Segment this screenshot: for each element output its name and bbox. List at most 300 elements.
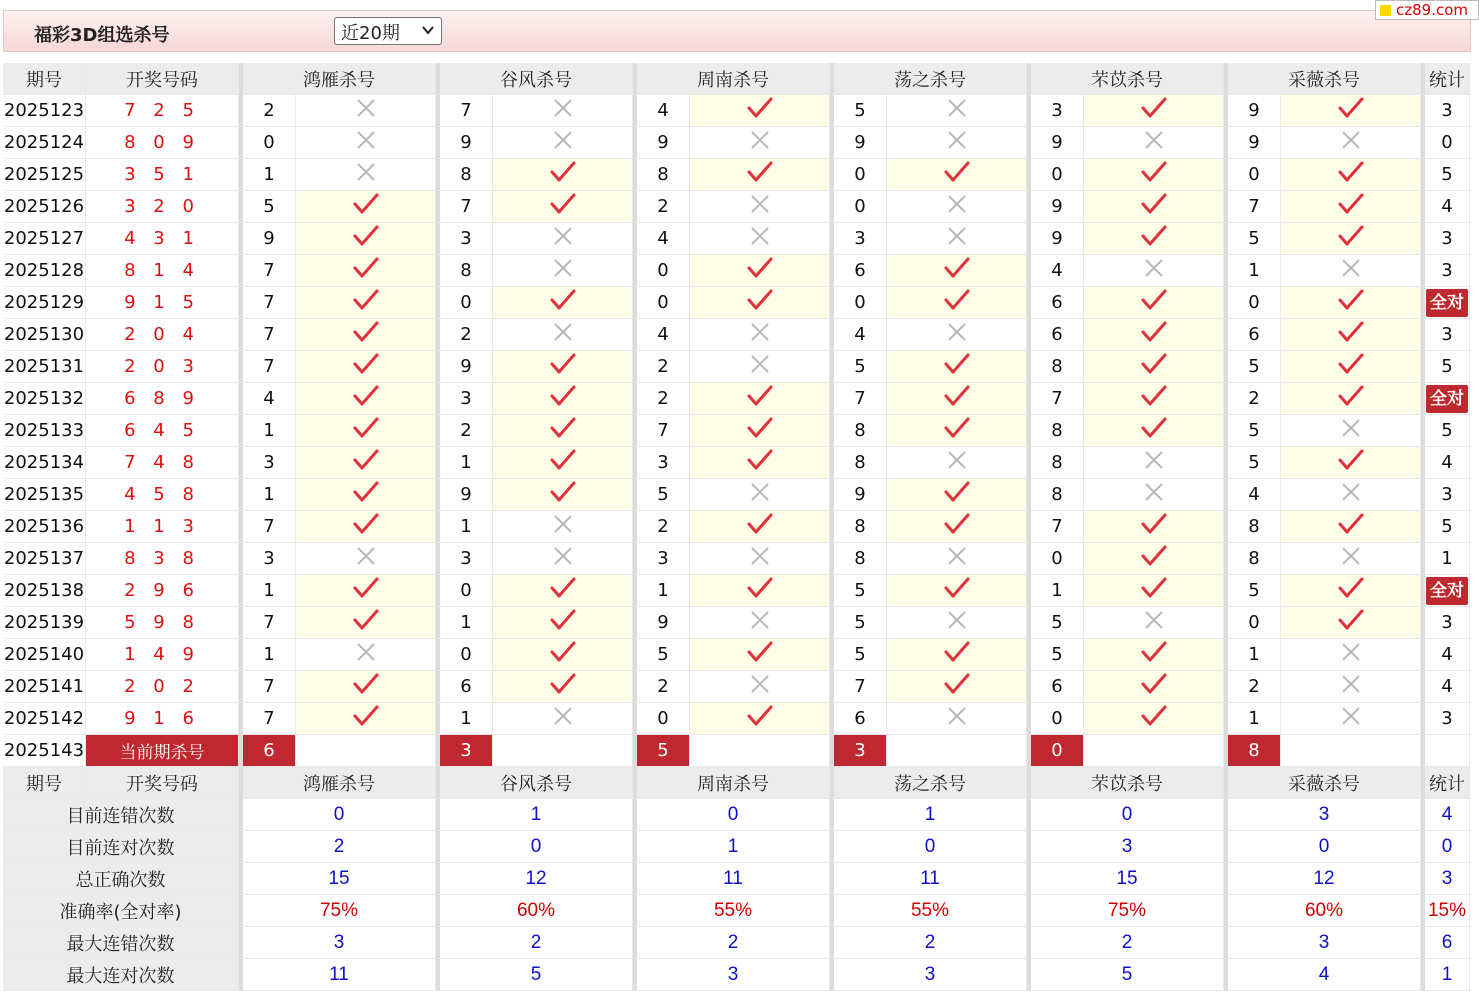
col-expert-1: 谷风杀号 bbox=[436, 767, 633, 799]
kill-number-cell: 1 bbox=[436, 511, 493, 543]
cross-icon bbox=[947, 130, 967, 155]
kill-number-table bbox=[3, 63, 1470, 991]
draw-number-cell: 7 2 5 bbox=[86, 95, 239, 127]
check-icon bbox=[944, 289, 970, 316]
result-cell bbox=[887, 319, 1027, 351]
cross-icon bbox=[1144, 130, 1164, 155]
result-cell bbox=[1281, 159, 1421, 191]
kill-number-cell: 3 bbox=[830, 223, 887, 255]
summary-value: 0 bbox=[239, 799, 436, 831]
period-cell: 2025142 bbox=[3, 703, 86, 735]
kill-number-cell: 8 bbox=[436, 255, 493, 287]
result-cell bbox=[1281, 543, 1421, 575]
table-row bbox=[3, 447, 1470, 479]
summary-label: 目前连对次数 bbox=[3, 831, 239, 863]
check-icon bbox=[747, 417, 773, 444]
period-cell: 2025140 bbox=[3, 639, 86, 671]
result-cell bbox=[493, 575, 633, 607]
kill-number-cell: 1 bbox=[239, 415, 296, 447]
result-cell bbox=[1084, 511, 1224, 543]
col-expert-5: 采薇杀号 bbox=[1224, 767, 1421, 799]
kill-number-cell: 9 bbox=[1027, 127, 1084, 159]
summary-value: 12 bbox=[436, 863, 633, 895]
current-period-cell: 2025143 bbox=[3, 735, 86, 767]
cross-icon bbox=[947, 98, 967, 123]
stat-cell bbox=[1421, 287, 1470, 319]
check-icon bbox=[1338, 353, 1364, 380]
kill-number-cell: 8 bbox=[633, 159, 690, 191]
check-icon bbox=[944, 673, 970, 700]
cross-icon bbox=[947, 706, 967, 731]
cross-icon bbox=[750, 546, 770, 571]
kill-number-cell: 7 bbox=[830, 383, 887, 415]
cross-icon bbox=[356, 130, 376, 155]
kill-number-cell: 1 bbox=[436, 607, 493, 639]
summary-value: 3 bbox=[239, 927, 436, 959]
check-icon bbox=[550, 641, 576, 668]
stat-cell: 4 bbox=[1421, 671, 1470, 703]
cross-icon bbox=[356, 546, 376, 571]
summary-stat-value: 4 bbox=[1421, 799, 1470, 831]
header-row bbox=[3, 63, 1470, 95]
cross-icon bbox=[356, 162, 376, 187]
cross-icon bbox=[1144, 450, 1164, 475]
check-icon bbox=[550, 385, 576, 412]
summary-value: 0 bbox=[1224, 831, 1421, 863]
check-icon bbox=[550, 193, 576, 220]
draw-number-cell: 4 5 8 bbox=[86, 479, 239, 511]
check-icon bbox=[353, 289, 379, 316]
period-cell: 2025141 bbox=[3, 671, 86, 703]
kill-number-cell: 7 bbox=[1027, 383, 1084, 415]
kill-number-cell: 3 bbox=[633, 447, 690, 479]
result-cell bbox=[296, 223, 436, 255]
check-icon bbox=[1338, 513, 1364, 540]
result-cell bbox=[493, 95, 633, 127]
kill-number-cell: 4 bbox=[830, 319, 887, 351]
result-cell bbox=[296, 447, 436, 479]
result-cell bbox=[1281, 639, 1421, 671]
result-cell bbox=[296, 639, 436, 671]
kill-number-cell: 0 bbox=[1027, 159, 1084, 191]
result-cell bbox=[493, 639, 633, 671]
result-cell bbox=[690, 223, 830, 255]
draw-number-cell: 2 9 6 bbox=[86, 575, 239, 607]
result-cell bbox=[887, 127, 1027, 159]
result-cell bbox=[493, 351, 633, 383]
result-cell bbox=[690, 639, 830, 671]
period-cell: 2025137 bbox=[3, 543, 86, 575]
all-correct-badge: 全对 bbox=[1426, 289, 1468, 317]
check-icon bbox=[550, 577, 576, 604]
stat-cell: 4 bbox=[1421, 447, 1470, 479]
kill-number-cell: 4 bbox=[633, 223, 690, 255]
result-cell bbox=[690, 255, 830, 287]
check-icon bbox=[353, 705, 379, 732]
summary-value: 60% bbox=[436, 895, 633, 927]
result-cell bbox=[690, 383, 830, 415]
kill-number-cell: 2 bbox=[436, 415, 493, 447]
table-row bbox=[3, 319, 1470, 351]
current-kill-number: 0 bbox=[1027, 735, 1084, 767]
check-icon bbox=[944, 161, 970, 188]
period-cell: 2025129 bbox=[3, 287, 86, 319]
brand-logo-icon bbox=[1380, 5, 1391, 16]
kill-number-cell: 8 bbox=[830, 511, 887, 543]
result-cell bbox=[690, 351, 830, 383]
col-expert-2: 周南杀号 bbox=[633, 767, 830, 799]
kill-number-cell: 0 bbox=[436, 639, 493, 671]
stat-cell: 1 bbox=[1421, 543, 1470, 575]
check-icon bbox=[1141, 417, 1167, 444]
draw-number-cell: 9 1 5 bbox=[86, 287, 239, 319]
kill-number-cell: 8 bbox=[1027, 415, 1084, 447]
cross-icon bbox=[947, 546, 967, 571]
result-cell bbox=[1084, 479, 1224, 511]
draw-number-cell: 6 4 5 bbox=[86, 415, 239, 447]
summary-value: 12 bbox=[1224, 863, 1421, 895]
result-cell bbox=[1281, 351, 1421, 383]
result-cell bbox=[1084, 255, 1224, 287]
check-icon bbox=[1338, 193, 1364, 220]
col-expert-1: 谷风杀号 bbox=[436, 63, 633, 95]
result-cell bbox=[690, 671, 830, 703]
kill-number-cell: 1 bbox=[1224, 255, 1281, 287]
check-icon bbox=[1338, 97, 1364, 124]
cross-icon bbox=[750, 354, 770, 379]
summary-value: 55% bbox=[633, 895, 830, 927]
summary-value: 2 bbox=[633, 927, 830, 959]
period-cell: 2025134 bbox=[3, 447, 86, 479]
current-kill-number: 3 bbox=[830, 735, 887, 767]
result-cell bbox=[690, 447, 830, 479]
summary-value: 15 bbox=[239, 863, 436, 895]
period-select[interactable] bbox=[334, 17, 442, 45]
result-cell bbox=[887, 191, 1027, 223]
result-cell bbox=[1084, 95, 1224, 127]
cross-icon bbox=[1341, 546, 1361, 571]
cross-icon bbox=[553, 514, 573, 539]
cross-icon bbox=[947, 450, 967, 475]
check-icon bbox=[353, 257, 379, 284]
result-cell bbox=[1084, 671, 1224, 703]
kill-number-cell: 5 bbox=[239, 191, 296, 223]
current-kill-label: 当前期杀号 bbox=[86, 735, 239, 767]
cross-icon bbox=[553, 258, 573, 283]
check-icon bbox=[353, 513, 379, 540]
check-icon bbox=[747, 705, 773, 732]
all-correct-badge: 全对 bbox=[1426, 577, 1468, 605]
cross-icon bbox=[947, 226, 967, 251]
kill-number-cell: 7 bbox=[239, 703, 296, 735]
summary-stat-value: 15% bbox=[1421, 895, 1470, 927]
stat-cell: 3 bbox=[1421, 223, 1470, 255]
check-icon bbox=[1338, 289, 1364, 316]
current-period-row bbox=[3, 735, 1470, 767]
draw-number-cell: 5 9 8 bbox=[86, 607, 239, 639]
summary-value: 5 bbox=[1027, 959, 1224, 991]
check-icon bbox=[353, 193, 379, 220]
kill-number-cell: 9 bbox=[239, 223, 296, 255]
current-kill-number: 5 bbox=[633, 735, 690, 767]
kill-number-cell: 7 bbox=[1027, 511, 1084, 543]
draw-number-cell: 2 0 2 bbox=[86, 671, 239, 703]
check-icon bbox=[1141, 705, 1167, 732]
current-result-cell bbox=[1281, 735, 1421, 767]
table-row bbox=[3, 255, 1470, 287]
result-cell bbox=[1281, 191, 1421, 223]
check-icon bbox=[1141, 545, 1167, 572]
summary-header-row bbox=[3, 767, 1470, 799]
kill-number-cell: 5 bbox=[1224, 351, 1281, 383]
cross-icon bbox=[750, 482, 770, 507]
kill-number-cell: 4 bbox=[633, 319, 690, 351]
check-icon bbox=[550, 161, 576, 188]
summary-row bbox=[3, 959, 1470, 991]
kill-number-cell: 0 bbox=[1224, 287, 1281, 319]
period-cell: 2025127 bbox=[3, 223, 86, 255]
summary-value: 15 bbox=[1027, 863, 1224, 895]
col-period: 期号 bbox=[3, 767, 86, 799]
result-cell bbox=[690, 159, 830, 191]
table-row bbox=[3, 511, 1470, 543]
result-cell bbox=[296, 703, 436, 735]
check-icon bbox=[747, 385, 773, 412]
result-cell bbox=[1281, 287, 1421, 319]
kill-number-cell: 8 bbox=[830, 415, 887, 447]
check-icon bbox=[1338, 225, 1364, 252]
kill-number-cell: 7 bbox=[633, 415, 690, 447]
result-cell bbox=[296, 159, 436, 191]
kill-number-cell: 6 bbox=[1027, 319, 1084, 351]
check-icon bbox=[353, 417, 379, 444]
summary-row bbox=[3, 799, 1470, 831]
kill-number-cell: 6 bbox=[1224, 319, 1281, 351]
kill-number-cell: 3 bbox=[436, 223, 493, 255]
stat-cell: 3 bbox=[1421, 607, 1470, 639]
cross-icon bbox=[1341, 130, 1361, 155]
summary-value: 3 bbox=[830, 959, 1027, 991]
kill-number-cell: 9 bbox=[830, 479, 887, 511]
check-icon bbox=[1338, 161, 1364, 188]
result-cell bbox=[690, 575, 830, 607]
result-cell bbox=[493, 671, 633, 703]
summary-value: 1 bbox=[633, 831, 830, 863]
result-cell bbox=[493, 607, 633, 639]
kill-number-cell: 0 bbox=[830, 287, 887, 319]
kill-number-cell: 0 bbox=[436, 287, 493, 319]
check-icon bbox=[944, 385, 970, 412]
kill-number-cell: 8 bbox=[1224, 543, 1281, 575]
col-expert-0: 鸿雁杀号 bbox=[239, 63, 436, 95]
kill-number-cell: 1 bbox=[239, 159, 296, 191]
result-cell bbox=[493, 415, 633, 447]
result-cell bbox=[1084, 639, 1224, 671]
result-cell bbox=[690, 127, 830, 159]
result-cell bbox=[296, 287, 436, 319]
cross-icon bbox=[553, 546, 573, 571]
summary-stat-value: 1 bbox=[1421, 959, 1470, 991]
result-cell bbox=[690, 287, 830, 319]
result-cell bbox=[887, 287, 1027, 319]
kill-number-cell: 3 bbox=[436, 543, 493, 575]
kill-number-cell: 9 bbox=[1224, 95, 1281, 127]
cross-icon bbox=[553, 706, 573, 731]
result-cell bbox=[887, 255, 1027, 287]
kill-number-cell: 9 bbox=[633, 127, 690, 159]
kill-number-cell: 7 bbox=[239, 255, 296, 287]
all-correct-badge: 全对 bbox=[1426, 385, 1468, 413]
result-cell bbox=[1281, 383, 1421, 415]
kill-number-cell: 5 bbox=[1224, 223, 1281, 255]
check-icon bbox=[550, 289, 576, 316]
check-icon bbox=[353, 353, 379, 380]
draw-number-cell: 3 5 1 bbox=[86, 159, 239, 191]
result-cell bbox=[1084, 159, 1224, 191]
current-result-cell bbox=[690, 735, 830, 767]
kill-number-cell: 4 bbox=[1027, 255, 1084, 287]
kill-number-cell: 0 bbox=[1224, 159, 1281, 191]
title-bar bbox=[3, 10, 1471, 52]
result-cell bbox=[1084, 191, 1224, 223]
result-cell bbox=[1281, 703, 1421, 735]
kill-number-cell: 2 bbox=[633, 191, 690, 223]
stat-cell: 4 bbox=[1421, 639, 1470, 671]
result-cell bbox=[1084, 223, 1224, 255]
result-cell bbox=[1281, 127, 1421, 159]
cross-icon bbox=[1341, 674, 1361, 699]
col-stat: 统计 bbox=[1421, 767, 1470, 799]
cross-icon bbox=[356, 642, 376, 667]
summary-value: 2 bbox=[239, 831, 436, 863]
kill-number-cell: 7 bbox=[239, 511, 296, 543]
cross-icon bbox=[750, 226, 770, 251]
cross-icon bbox=[750, 130, 770, 155]
result-cell bbox=[493, 319, 633, 351]
draw-number-cell: 2 0 4 bbox=[86, 319, 239, 351]
result-cell bbox=[1281, 575, 1421, 607]
result-cell bbox=[1281, 511, 1421, 543]
result-cell bbox=[1281, 223, 1421, 255]
check-icon bbox=[944, 353, 970, 380]
result-cell bbox=[887, 703, 1027, 735]
result-cell bbox=[690, 319, 830, 351]
summary-value: 3 bbox=[1027, 831, 1224, 863]
check-icon bbox=[747, 161, 773, 188]
result-cell bbox=[887, 447, 1027, 479]
cross-icon bbox=[947, 194, 967, 219]
kill-number-cell: 9 bbox=[1027, 223, 1084, 255]
result-cell bbox=[1281, 415, 1421, 447]
site-brand-link[interactable] bbox=[1375, 0, 1479, 20]
period-cell: 2025132 bbox=[3, 383, 86, 415]
draw-number-cell: 3 2 0 bbox=[86, 191, 239, 223]
kill-number-cell: 7 bbox=[239, 607, 296, 639]
kill-number-cell: 3 bbox=[436, 383, 493, 415]
summary-value: 11 bbox=[830, 863, 1027, 895]
table-row bbox=[3, 95, 1470, 127]
check-icon bbox=[747, 257, 773, 284]
stat-cell: 5 bbox=[1421, 415, 1470, 447]
kill-number-cell: 6 bbox=[436, 671, 493, 703]
result-cell bbox=[493, 447, 633, 479]
table-row bbox=[3, 223, 1470, 255]
check-icon bbox=[1338, 321, 1364, 348]
col-stat: 统计 bbox=[1421, 63, 1470, 95]
result-cell bbox=[1281, 479, 1421, 511]
cross-icon bbox=[1341, 258, 1361, 283]
result-cell bbox=[1281, 671, 1421, 703]
period-cell: 2025138 bbox=[3, 575, 86, 607]
check-icon bbox=[353, 577, 379, 604]
draw-number-cell: 1 1 3 bbox=[86, 511, 239, 543]
col-draw: 开奖号码 bbox=[86, 767, 239, 799]
result-cell bbox=[296, 511, 436, 543]
kill-number-cell: 5 bbox=[633, 479, 690, 511]
result-cell bbox=[1084, 383, 1224, 415]
kill-number-cell: 0 bbox=[1027, 543, 1084, 575]
cross-icon bbox=[947, 322, 967, 347]
summary-row bbox=[3, 831, 1470, 863]
cross-icon bbox=[1341, 482, 1361, 507]
kill-number-cell: 1 bbox=[436, 447, 493, 479]
result-cell bbox=[296, 95, 436, 127]
kill-number-cell: 2 bbox=[1224, 383, 1281, 415]
table-row bbox=[3, 415, 1470, 447]
result-cell bbox=[1084, 575, 1224, 607]
cross-icon bbox=[1144, 258, 1164, 283]
check-icon bbox=[353, 225, 379, 252]
summary-label: 准确率(全对率) bbox=[3, 895, 239, 927]
check-icon bbox=[1141, 577, 1167, 604]
result-cell bbox=[887, 479, 1027, 511]
kill-number-cell: 8 bbox=[830, 543, 887, 575]
kill-number-cell: 9 bbox=[1224, 127, 1281, 159]
summary-value: 0 bbox=[436, 831, 633, 863]
check-icon bbox=[1141, 641, 1167, 668]
kill-number-cell: 8 bbox=[830, 447, 887, 479]
kill-number-cell: 8 bbox=[1027, 479, 1084, 511]
result-cell bbox=[1084, 127, 1224, 159]
check-icon bbox=[550, 609, 576, 636]
check-icon bbox=[1338, 609, 1364, 636]
result-cell bbox=[493, 223, 633, 255]
summary-row bbox=[3, 927, 1470, 959]
current-stat-cell bbox=[1421, 735, 1470, 767]
current-result-cell bbox=[296, 735, 436, 767]
kill-number-cell: 8 bbox=[436, 159, 493, 191]
kill-number-cell: 0 bbox=[1027, 703, 1084, 735]
kill-number-cell: 3 bbox=[239, 543, 296, 575]
kill-number-cell: 8 bbox=[1027, 447, 1084, 479]
kill-number-cell: 2 bbox=[633, 383, 690, 415]
period-cell: 2025136 bbox=[3, 511, 86, 543]
chevron-down-icon bbox=[421, 22, 435, 41]
result-cell bbox=[493, 703, 633, 735]
result-cell bbox=[690, 607, 830, 639]
col-expert-2: 周南杀号 bbox=[633, 63, 830, 95]
cross-icon bbox=[1341, 418, 1361, 443]
kill-number-cell: 9 bbox=[830, 127, 887, 159]
result-cell bbox=[493, 191, 633, 223]
result-cell bbox=[887, 575, 1027, 607]
check-icon bbox=[944, 513, 970, 540]
result-cell bbox=[1281, 447, 1421, 479]
kill-number-cell: 0 bbox=[633, 287, 690, 319]
summary-value: 2 bbox=[1027, 927, 1224, 959]
result-cell bbox=[690, 511, 830, 543]
result-cell bbox=[296, 415, 436, 447]
